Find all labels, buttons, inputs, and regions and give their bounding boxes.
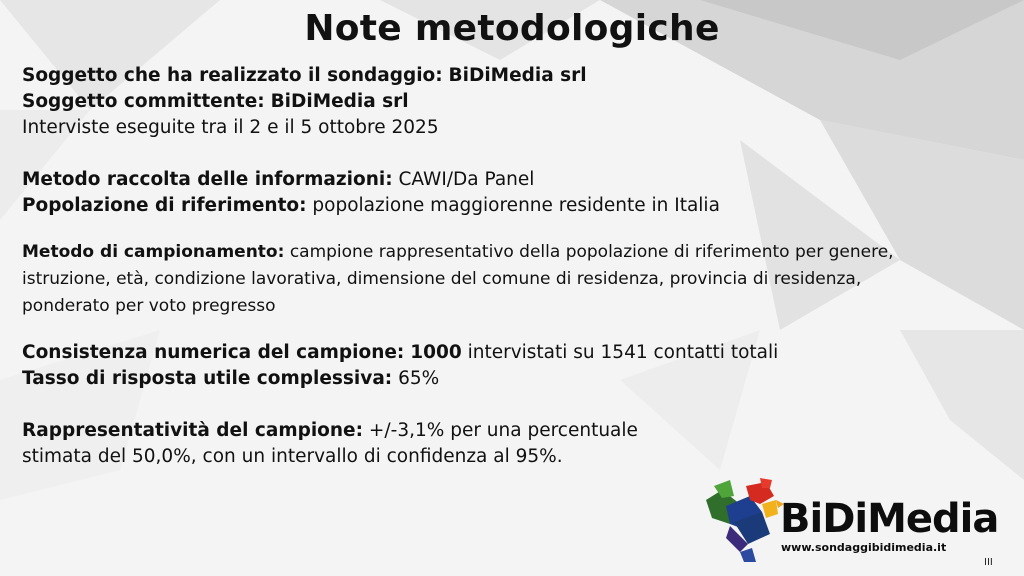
methodology-notes — [22, 63, 1002, 470]
metodo-raccolta-value: CAWI/Da Panel — [398, 169, 535, 190]
campionamento-label: Metodo di campionamento: — [22, 242, 285, 262]
tasso-label: Tasso di risposta utile complessiva: — [22, 368, 393, 389]
line-rappresentativita-1 — [22, 418, 1002, 444]
line-campionamento-1 — [22, 239, 1002, 266]
page-title: Note metodologiche — [304, 8, 720, 49]
popolazione-value: popolazione maggiorenne residente in Italia — [312, 195, 720, 216]
line-interviste: Interviste eseguite tra il 2 e il 5 ottobre 2025 — [22, 117, 439, 138]
line-tasso — [22, 366, 1002, 392]
logo-brand-text: BiDiMedia — [780, 496, 999, 542]
tasso-value: 65% — [398, 368, 440, 389]
line-committente — [22, 89, 1002, 115]
line-rappresentativita-2: stimata del 50,0%, con un intervallo di confidenza al 95%. — [22, 446, 563, 467]
logo-website: www.sondaggibidimedia.it — [781, 541, 947, 554]
line-consistenza — [22, 340, 1002, 366]
line-metodo-raccolta — [22, 167, 1002, 193]
rappresentativita-label: Rappresentatività del campione: — [22, 420, 364, 441]
line-popolazione — [22, 193, 1002, 219]
consistenza-value: intervistati su 1541 contatti totali — [467, 342, 779, 363]
consistenza-label: Consistenza numerica del campione: — [22, 342, 405, 363]
rappresentativita-value-1: +/-3,1% per una percentuale — [368, 420, 638, 441]
metodo-raccolta-label: Metodo raccolta delle informazioni: — [22, 169, 393, 190]
committente-label: Soggetto committente: — [22, 91, 265, 112]
line-campionamento-3: ponderato per voto pregresso — [22, 296, 276, 316]
popolazione-label: Popolazione di riferimento: — [22, 195, 307, 216]
line-soggetto — [22, 63, 1002, 89]
campionamento-value-1: campione rappresentativo della popolazione di riferimento per genere, — [289, 242, 894, 262]
page-number: III — [984, 557, 993, 568]
soggetto-label: Soggetto che ha realizzato il sondaggio: — [22, 65, 443, 86]
committente-value: BiDiMedia srl — [270, 91, 409, 112]
soggetto-value: BiDiMedia srl — [448, 65, 587, 86]
line-campionamento-2: istruzione, età, condizione lavorativa, dimensione del comune di residenza, provincia di residenza, — [22, 269, 862, 289]
consistenza-number: 1000 — [410, 342, 462, 363]
